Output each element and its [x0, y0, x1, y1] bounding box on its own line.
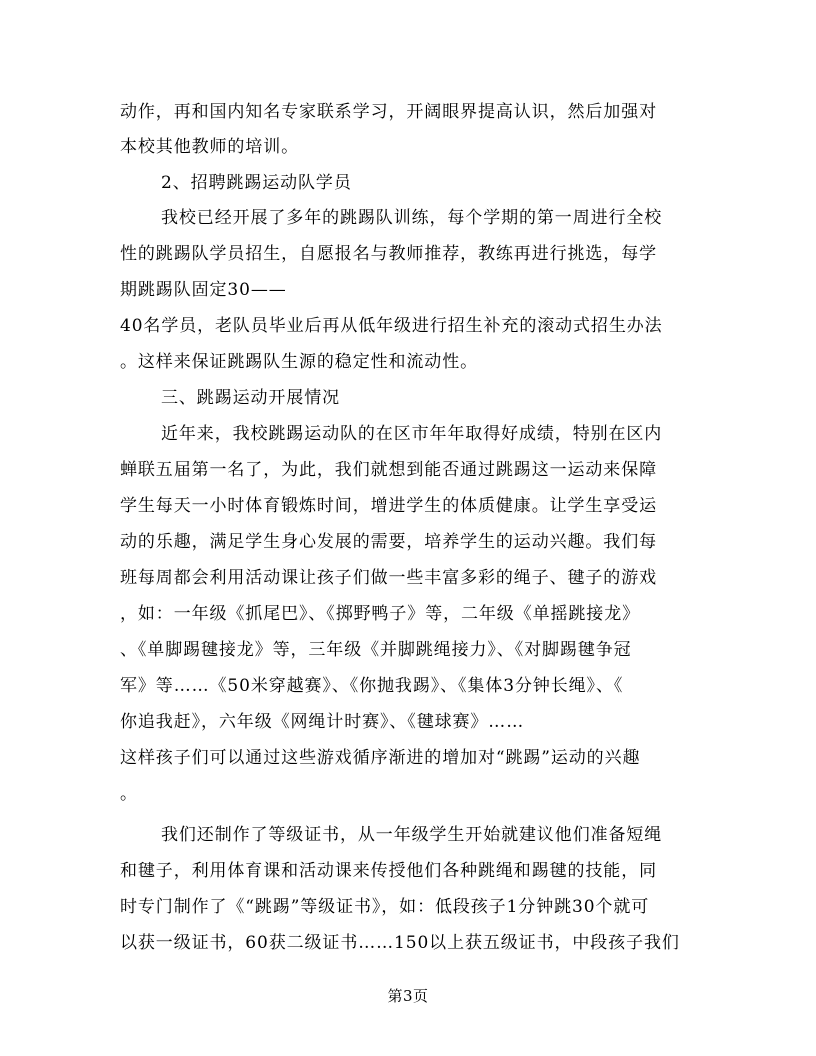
body-text-line: 以获一级证书，60获二级证书……150以上获五级证书，中段孩子我们 [120, 933, 680, 953]
body-text-line: 40名学员，老队员毕业后再从低年级进行招生补充的滚动式招生办法 [120, 316, 663, 336]
body-text-line: 学生每天一小时体育锻炼时间，增进学生的体质健康。让学生享受运 [120, 496, 657, 516]
body-text-line: 。 [120, 784, 138, 804]
body-text-line: 军》等……《50米穿越赛》、《你抛我踢》、《集体3分钟长绳》、《 [120, 676, 624, 696]
body-text-line: 和毽子，利用体育课和活动课来传授他们各种跳绳和踢毽的技能，同 [120, 861, 657, 881]
body-text-line: 本校其他教师的培训。 [120, 137, 299, 157]
body-text-line: 这样孩子们可以通过这些游戏循序渐进的增加对“跳踢”运动的兴趣 [120, 748, 641, 768]
body-text-line: 、《单脚踢毽接龙》等，三年级《并脚跳绳接力》、《对脚踢毽争冠 [120, 640, 632, 660]
paragraph-first-line: 我校已经开展了多年的跳踢队训练，每个学期的第一周进行全校 [161, 208, 663, 228]
body-text-line: ，如：一年级《抓尾巴》、《掷野鸭子》等，二年级《单摇跳接龙》 [120, 604, 640, 624]
body-text-line: 蝉联五届第一名了，为此，我们就想到能否通过跳踢这一运动来保障 [120, 460, 657, 480]
body-text-line: 性的跳踢队学员招生，自愿报名与教师推荐，教练再进行挑选，每学 [120, 244, 657, 264]
paragraph-first-line: 我们还制作了等级证书，从一年级学生开始就建议他们准备短绳 [161, 825, 663, 845]
body-text-line: 班每周都会利用活动课让孩子们做一些丰富多彩的绳子、毽子的游戏 [120, 568, 657, 588]
body-text-line: 你追我赶》，六年级《网绳计时赛》、《毽球赛》…… [120, 712, 525, 732]
body-text-line: 动作，再和国内知名专家联系学习，开阔眼界提高认识，然后加强对 [120, 102, 657, 122]
body-text-line: 期跳踢队固定30—— [120, 280, 287, 300]
body-text-line: 时专门制作了《“跳踢”等级证书》，如：低段孩子1分钟跳30个就可 [120, 897, 650, 917]
paragraph-first-line: 近年来，我校跳踢运动队的在区市年年取得好成绩，特别在区内 [161, 424, 663, 444]
body-text-line: 动的乐趣，满足学生身心发展的需要，培养学生的运动兴趣。我们每 [120, 532, 657, 552]
section-heading: 三、跳踢运动开展情况 [161, 388, 340, 408]
body-text-line: 。这样来保证跳踢队生源的稳定性和流动性。 [120, 352, 478, 372]
page-number: 第3页 [387, 987, 429, 1005]
section-heading: 2、招聘跳踢运动队学员 [161, 173, 352, 193]
